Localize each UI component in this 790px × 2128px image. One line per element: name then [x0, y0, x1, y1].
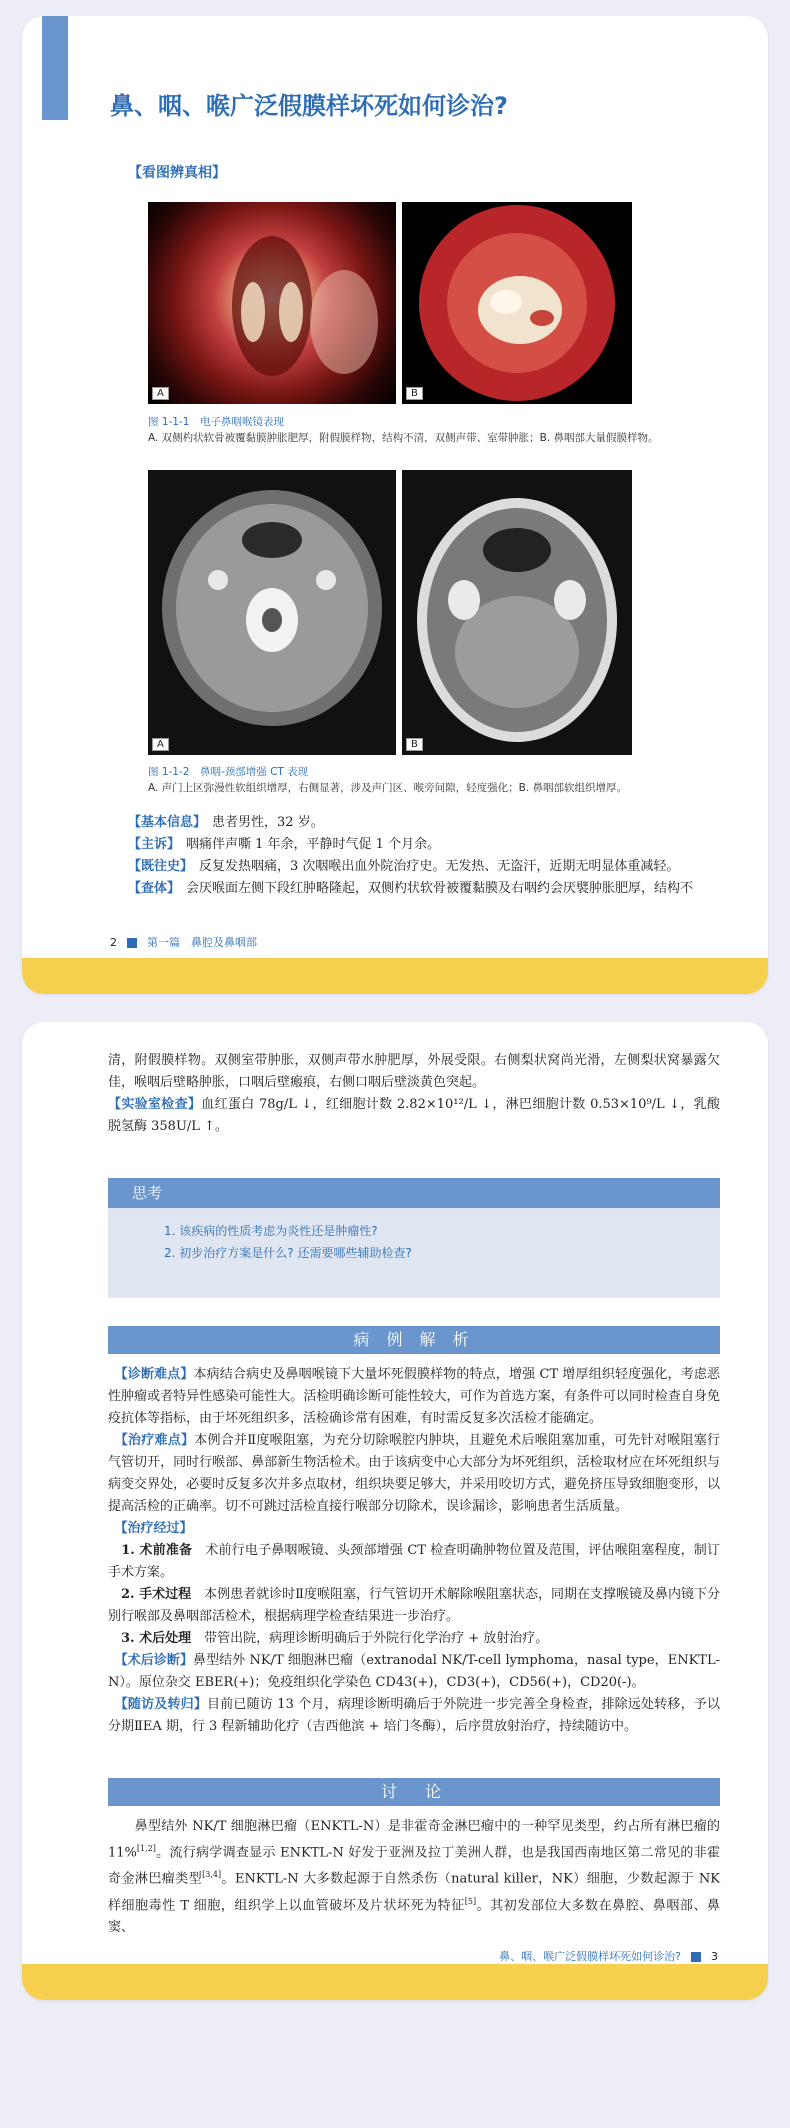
post-label: 【术后诊断】 — [121, 1653, 194, 1668]
section-tag-figures: 【看图辨真相】 — [128, 165, 226, 181]
figure-1-caption-text: A. 双侧杓状软骨被覆黏膜肿胀肥厚，附假膜样物，结构不清，双侧声带、室带肿胀；B. 鼻咽部大量假膜样物。 — [148, 432, 659, 444]
endoscopy-image-a — [148, 202, 396, 404]
page-title: 鼻、咽、喉广泛假膜样坏死如何诊治? — [110, 92, 508, 120]
info-complaint-label: 【主诉】 — [128, 837, 181, 852]
info-exam — [128, 878, 728, 900]
discussion-ref-3: [5] — [464, 1896, 477, 1906]
footer-square-icon — [127, 938, 137, 948]
lab-label: 【实验室检查】 — [108, 1097, 202, 1112]
info-complaint — [128, 834, 728, 856]
page-2 — [22, 16, 768, 994]
info-basic-label: 【基本信息】 — [128, 815, 207, 830]
course-para — [108, 1518, 720, 1540]
ct-label-b: B — [406, 738, 423, 751]
discussion-para — [108, 1816, 720, 1939]
follow-text: 目前已随访 13 个月，病理诊断明确后于外院进一步完善全身检查，排除远处转移，予以分期ⅡEA 期，行 3 程新辅助化疗（吉西他滨 + 培门冬酶），后序贯放射治疗，持续随访中。 — [108, 1697, 720, 1734]
course-label: 【治疗经过】 — [121, 1521, 193, 1536]
figure-2-caption — [148, 764, 708, 796]
ct-a-art — [148, 470, 396, 755]
footer-chapter: 第一篇 鼻腔及鼻咽部 — [147, 936, 257, 949]
lab-text: 血红蛋白 78g/L ↓，红细胞计数 2.82×10¹²/L ↓，淋巴细胞计数 0.53×10⁹/L ↓，乳酸脱氢酶 358U/L ↑。 — [108, 1097, 720, 1134]
page-number: 3 — [711, 1950, 718, 1963]
figure-1-caption-title: 图 1-1-1 电子鼻咽喉镜表现 — [148, 416, 284, 428]
analysis-body — [108, 1364, 720, 1738]
footer-band — [22, 958, 768, 994]
think-title: 思考 — [108, 1178, 720, 1208]
info-complaint-text: 咽痛伴声嘶 1 年余，平静时气促 1 个月余。 — [186, 837, 441, 852]
page-footer-left — [110, 934, 257, 950]
ct-label-a: A — [152, 738, 169, 751]
follow-para — [108, 1694, 720, 1738]
ct-b-art — [402, 470, 632, 755]
figure-2-caption-title: 图 1-1-2 鼻咽-颈部增强 CT 表现 — [148, 766, 309, 778]
figure-2-caption-text: A. 声门上区弥漫性软组织增厚，右侧显著，涉及声门区、喉旁间隙，轻度强化；B. 鼻咽部软组织增厚。 — [148, 782, 628, 794]
step1-para — [108, 1540, 720, 1584]
treat-para — [108, 1430, 720, 1518]
info-history — [128, 856, 728, 878]
step1-label: 1. 术前准备 — [121, 1543, 193, 1558]
info-exam-label: 【查体】 — [128, 881, 181, 896]
analysis-banner: 病 例 解 析 — [108, 1326, 720, 1354]
info-basic — [128, 812, 728, 834]
think-list — [108, 1220, 720, 1264]
discussion-banner: 讨 论 — [108, 1778, 720, 1806]
ct-image-b — [402, 470, 632, 755]
figure-label-a: A — [152, 387, 169, 400]
discussion-ref-2: [3,4] — [202, 1870, 222, 1880]
page-3 — [22, 1022, 768, 2000]
patient-info — [128, 812, 728, 900]
figure-1-caption — [148, 414, 708, 446]
info-history-label: 【既往史】 — [128, 859, 194, 874]
follow-label: 【随访及转归】 — [121, 1697, 208, 1712]
endoscopy-a-art — [148, 202, 396, 404]
endoscopy-image-b — [402, 202, 632, 404]
post-para — [108, 1650, 720, 1694]
think-box — [108, 1178, 720, 1298]
info-exam-text: 会厌喉面左侧下段红肿略隆起，双侧杓状软骨被覆黏膜及右咽约会厌襞肿胀肥厚，结构不 — [186, 881, 694, 896]
footer-band — [22, 1964, 768, 2000]
exam-continued-text: 清，附假膜样物。双侧室带肿胀，双侧声带水肿肥厚，外展受限。右侧梨状窝尚光滑，左侧梨状窝暴露欠佳，喉咽后壁略肿胀，口咽后壁瘢痕，右侧口咽后壁淡黄色突起。 — [108, 1053, 720, 1090]
step3-para — [108, 1628, 720, 1650]
step2-para — [108, 1584, 720, 1628]
discussion-text-1: 鼻型结外 NK/T 细胞淋巴瘤（ENKTL-N）是非霍奇金淋巴瘤中的一种罕见类型，约占所有淋巴瘤的 11% — [108, 1819, 720, 1861]
info-basic-text: 患者男性，32 岁。 — [212, 815, 324, 830]
treat-label: 【治疗难点】 — [121, 1433, 195, 1448]
think-item: 1. 该疾病的性质考虑为炎性还是肿瘤性? — [164, 1224, 378, 1238]
exam-continued — [108, 1050, 720, 1138]
discussion-text-4: 。其初发部位大多数在鼻腔、鼻咽部、鼻窦、 — [108, 1897, 720, 1935]
footer-title: 鼻、咽、喉广泛假膜样坏死如何诊治? — [499, 1950, 681, 1963]
footer-square-icon — [691, 1952, 701, 1962]
discussion-ref-1: [1,2] — [136, 1844, 156, 1853]
step3-label: 3. 术后处理 — [121, 1631, 192, 1646]
diag-para — [108, 1364, 720, 1430]
lab-exam — [108, 1094, 720, 1138]
ct-image-a — [148, 470, 396, 755]
discussion-text-3: 。ENKTL-N 大多数起源于自然杀伤（natural killer，NK）细胞，少数起源于 NK 样细胞毒性 T 细胞，组织学上以血管破坏及片状坏死为特征 — [108, 1871, 720, 1913]
page-footer-right — [499, 1948, 718, 1964]
title-accent-bar — [42, 16, 68, 120]
think-item: 2. 初步治疗方案是什么? 还需要哪些辅助检查? — [164, 1246, 412, 1260]
post-text: 鼻型结外 NK/T 细胞淋巴瘤（extranodal NK/T-cell lymphoma，nasal type，ENKTL-N）。原位杂交 EBER(+)；免疫组织化学染色 CD43(+)，CD3(+)，CD56(+)，CD20(-)。 — [108, 1653, 720, 1690]
figure-label-b: B — [406, 387, 423, 400]
step1-text: 术前行电子鼻咽喉镜、头颈部增强 CT 检查明确肿物位置及范围，评估喉阻塞程度，制订手术方案。 — [108, 1543, 720, 1580]
info-history-text: 反复发热咽痛，3 次咽喉出血外院治疗史。无发热、无盗汗，近期无明显体重减轻。 — [199, 859, 680, 874]
step2-text: 本例患者就诊时Ⅱ度喉阻塞，行气管切开术解除喉阻塞状态，同期在支撑喉镜及鼻内镜下分别行喉部及鼻咽部活检术，根据病理学检查结果进一步治疗。 — [108, 1587, 720, 1624]
diag-text: 本病结合病史及鼻咽喉镜下大量坏死假膜样物的特点，增强 CT 增厚组织轻度强化，考虑恶性肿瘤或者特异性感染可能性大。活检明确诊断可能性较大，可作为首选方案，有条件可以同时检查自身免疫抗体等指标，由于坏死组织多，活检确诊常有困难，有时需反复多次活检才能确定。 — [108, 1367, 720, 1426]
step2-label: 2. 手术过程 — [121, 1587, 192, 1602]
page-number: 2 — [110, 936, 117, 949]
treat-text: 本例合并Ⅱ度喉阻塞，为充分切除喉腔内肿块，且避免术后喉阻塞加重，可先针对喉阻塞行气管切开，同时行喉部、鼻部新生物活检术。由于该病变中心大部分为坏死组织，活检取材应在坏死组织与病变交界处，必要时反复多次并多点取材，组织块要足够大，并采用咬切方式，避免挤压导致细胞变形，以提高活检的正确率。切不可跳过活检直接行喉部分切除术，误诊漏诊，影响患者生活质量。 — [108, 1433, 720, 1514]
discussion-text-2: 。流行病学调查显示 ENKTL-N 好发于亚洲及拉丁美洲人群，也是我国西南地区第二常见的非霍奇金淋巴瘤类型 — [108, 1845, 720, 1887]
step3-text: 带管出院，病理诊断明确后于外院行化学治疗 + 放射治疗。 — [204, 1631, 549, 1646]
diag-label: 【诊断难点】 — [121, 1367, 194, 1382]
endoscopy-b-art — [402, 202, 632, 404]
discussion-body — [108, 1816, 720, 1939]
